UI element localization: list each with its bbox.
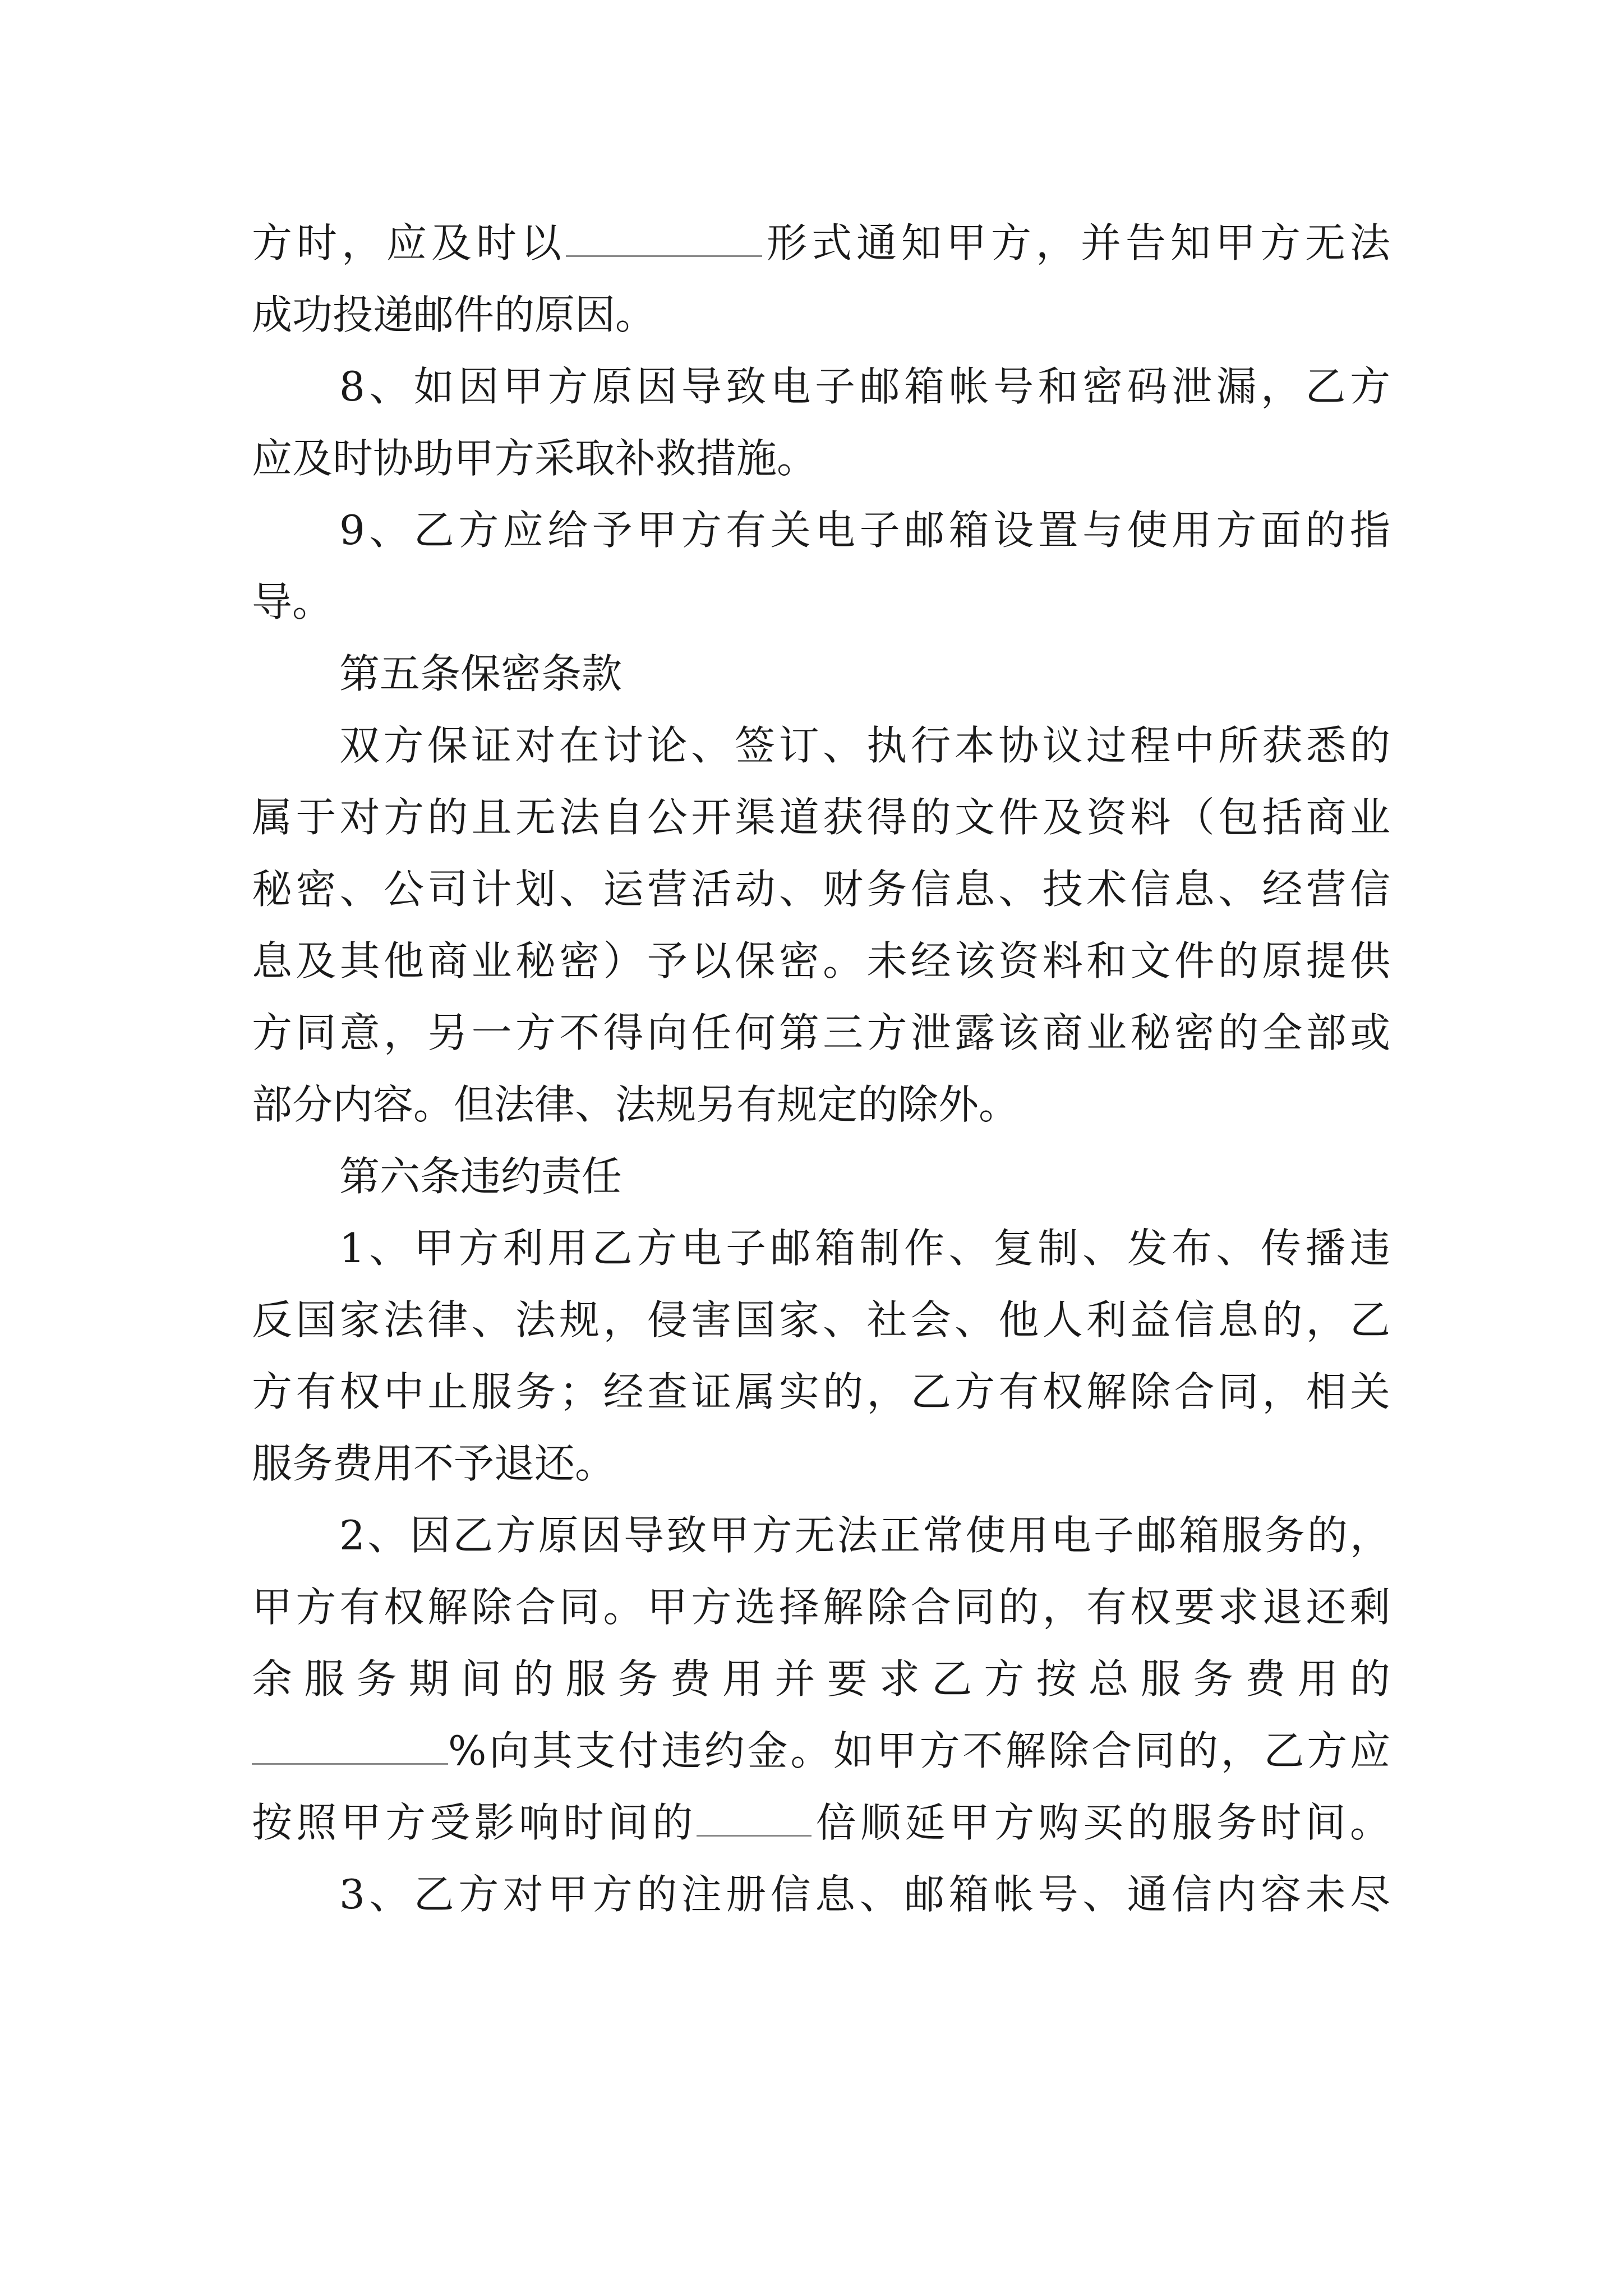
text-line: 9、乙方应给予甲方有关电子邮箱设置与使用方面的指	[339, 507, 1390, 554]
text-line: 余服务期间的服务费用并要求乙方按总服务费用的	[252, 1655, 1390, 1703]
text-line: 8、如因甲方原因导致电子邮箱帐号和密码泄漏，乙方	[339, 363, 1390, 410]
text-line: 服务费用不予退还。	[252, 1440, 616, 1487]
section-heading: 第五条保密条款	[339, 650, 623, 697]
text-line	[252, 212, 1390, 274]
text-span: 形式通知甲方，并告知甲方无法	[762, 219, 1390, 266]
text-line: 方有权中止服务；经查证属实的，乙方有权解除合同，相关	[252, 1368, 1390, 1415]
fill-in-blank	[566, 222, 762, 257]
text-line: 反国家法律、法规，侵害国家、社会、他人利益信息的，乙	[252, 1296, 1390, 1343]
text-line: 息及其他商业秘密）予以保密。未经该资料和文件的原提供	[252, 937, 1390, 984]
text-span: 方时，应及时以	[252, 219, 566, 266]
text-line: 应及时协助甲方采取补救措施。	[252, 435, 818, 482]
text-span: 按照甲方受影响时间的	[252, 1799, 697, 1846]
text-line: 双方保证对在讨论、签订、执行本协议过程中所获悉的	[339, 722, 1390, 769]
section-heading: 第六条违约责任	[339, 1153, 623, 1200]
text-line: 部分内容。但法律、法规另有规定的除外。	[252, 1081, 1020, 1128]
text-line: 方同意，另一方不得向任何第三方泄露该商业秘密的全部或	[252, 1009, 1390, 1056]
text-line: 3、乙方对甲方的注册信息、邮箱帐号、通信内容未尽	[339, 1871, 1390, 1918]
text-line: 导。	[252, 578, 333, 625]
text-line: 属于对方的且无法自公开渠道获得的文件及资料（包括商业	[252, 794, 1390, 841]
fill-in-blank	[697, 1801, 811, 1837]
text-line: 2、因乙方原因导致甲方无法正常使用电子邮箱服务的，	[339, 1512, 1390, 1559]
fill-in-blank	[252, 1729, 448, 1765]
text-line: 甲方有权解除合同。甲方选择解除合同的，有权要求退还剩	[252, 1584, 1390, 1631]
text-span: %向其支付违约金。如甲方不解除合同的，乙方应	[448, 1727, 1390, 1774]
text-line	[252, 1792, 1390, 1853]
text-line	[252, 1720, 1390, 1782]
text-line: 秘密、公司计划、运营活动、财务信息、技术信息、经营信	[252, 866, 1390, 913]
text-line: 1、甲方利用乙方电子邮箱制作、复制、发布、传播违	[339, 1225, 1390, 1272]
text-span: 倍顺延甲方购买的服务时间。	[811, 1799, 1390, 1846]
text-line: 成功投递邮件的原因。	[252, 291, 656, 338]
